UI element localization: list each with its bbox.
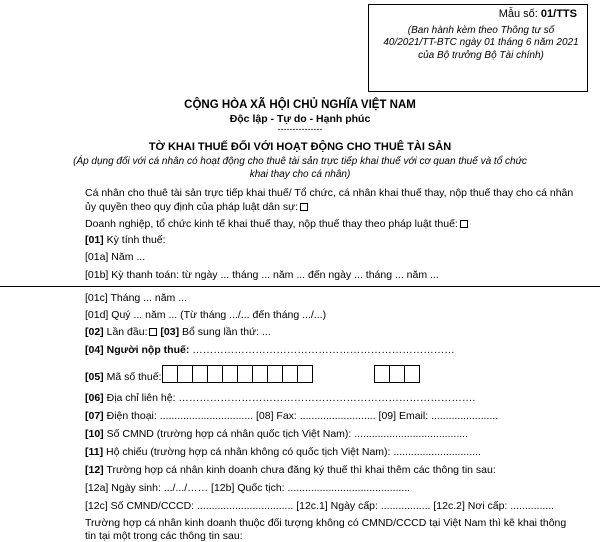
first-time-checkbox[interactable]	[149, 328, 157, 336]
taxpayer-type-line2: ủy quyền theo quy định của pháp luật dân sự:	[85, 201, 308, 213]
field-07-09: [07] Điện thoại: ................................ [08] Fax: .......................... [09] Email: .......................	[85, 410, 499, 422]
page-cut-line	[0, 286, 600, 287]
field-04: [04] Người nộp thuế: …………………………………………………………………	[85, 344, 455, 356]
taxpayer-type-line1: Cá nhân cho thuê tài sản trực tiếp khai thuế/ Tổ chức, cá nhân khai thuế thay, nộp thuế thay cho cá nhân	[85, 187, 574, 199]
field-11: [11] Hộ chiếu (trường hợp cá nhân không có quốc tịch Việt Nam): ..............................	[85, 446, 481, 458]
form-number: Mẫu số: 01/TTS	[498, 8, 577, 20]
form-title: TỜ KHAI THUẾ ĐỐI VỚI HOẠT ĐỘNG CHO THUÊ TÀI SẢN	[148, 141, 452, 153]
field-12c: [12c] Số CMND/CCCD: ................................. [12c.1] Ngày cấp: ................. [12c.2] Nơi cấp: ...............	[85, 500, 555, 512]
individual-checkbox[interactable]	[300, 203, 308, 211]
form-subtitle-line2: khai thay cho cá nhân)	[249, 169, 351, 180]
enterprise-checkbox[interactable]	[460, 220, 468, 228]
header-separator: ---------------	[277, 124, 323, 134]
form-issuance-note: (Ban hành kèm theo Thông tư số 40/2021/TT-BTC ngày 01 tháng 6 năm 2021 của Bộ trưởng Bộ Tài chính)	[383, 25, 579, 61]
field-10: [10] Số CMND (trường hợp cá nhân quốc tịch Việt Nam): .......................................	[85, 428, 469, 440]
field-01a: [01a] Năm ...	[85, 251, 146, 263]
field-01: [01] Kỳ tính thuế:	[85, 234, 166, 246]
no-id-note-line1: Trường hợp cá nhân kinh doanh thuộc đối tượng không có CMND/CCCD tại Việt Nam thì kê khai thông	[85, 517, 567, 529]
field-12a-12b: [12a] Ngày sinh: .../.../…… [12b] Quốc tịch: ..........................................	[85, 482, 411, 494]
tax-code-boxes-main[interactable]	[162, 365, 312, 385]
field-01c: [01c] Tháng ... năm ...	[85, 292, 187, 304]
form-subtitle-line1: (Áp dụng đối với cá nhân có hoạt động cho thuê tài sản trực tiếp khai thuế với cơ quan thuế và tổ chức	[73, 156, 527, 167]
national-motto: Độc lập - Tự do - Hạnh phúc	[229, 113, 371, 125]
country-name: CỘNG HÒA XÃ HỘI CHỦ NGHĨA VIỆT NAM	[184, 99, 416, 111]
form-number-box	[368, 4, 588, 92]
field-01b: [01b] Kỳ thanh toán: từ ngày ... tháng ... năm ... đến ngày ... tháng ... năm ...	[85, 269, 439, 281]
field-02-03: [02] Lần đầu: [03] Bổ sung lần thứ: ...	[85, 326, 271, 338]
field-01d: [01d] Quý ... năm ... (Từ tháng .../... đến tháng .../...)	[85, 309, 327, 321]
field-05: [05] Mã số thuế:	[85, 371, 162, 383]
field-06: [06] Địa chỉ liên hệ: ………………………………………………………………………….	[85, 392, 476, 404]
no-id-note-line2: tin tại một trong các thông tin sau:	[85, 530, 243, 542]
field-12: [12] Trường hợp cá nhân kinh doanh chưa đăng ký thuế thì khai thêm các thông tin sau:	[85, 464, 496, 476]
tax-code-boxes-branch[interactable]	[374, 365, 419, 385]
enterprise-line: Doanh nghiệp, tổ chức kinh tế khai thuế thay, nộp thuế thay theo pháp luật thuế:	[85, 218, 468, 230]
